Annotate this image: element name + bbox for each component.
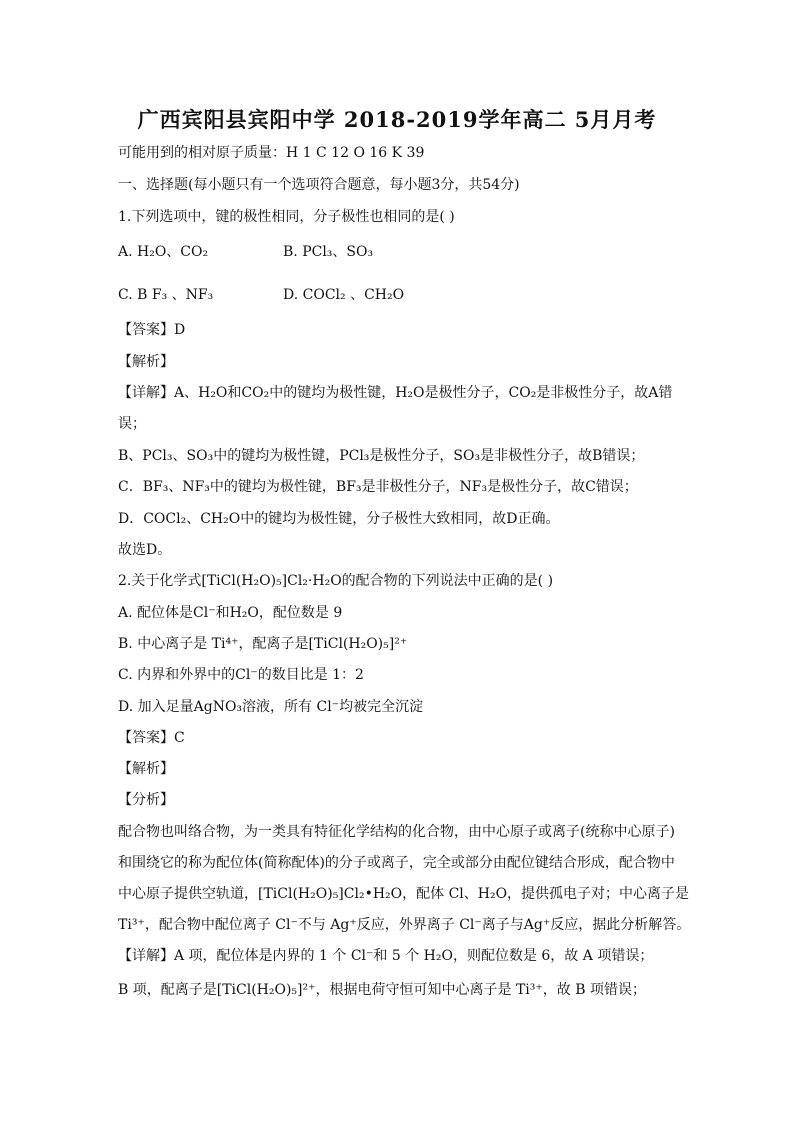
q2-fenxi-label: 【分析】: [118, 792, 174, 808]
q2-option-d: D. 加入足量AgNO₃溶液，所有 Cl⁻均被完全沉淀: [118, 699, 424, 715]
document-title: 广西宾阳县宾阳中学 2018-2019学年高二 5月月考: [137, 107, 657, 132]
section-heading: 一、选择题(每小题只有一个选项符合题意，每小题3分，共54分): [118, 177, 520, 193]
q2-fenxi-line: Ti³⁺，配合物中配位离子 Cl⁻不与 Ag⁺反应，外界离子 Cl⁻离子与Ag⁺反应，据此分析解答。: [118, 917, 691, 933]
q1-detail-line: D．COCl₂、CH₂O中的键均为极性键，分子极性大致相同，故D正确。: [118, 511, 560, 527]
q1-detail-line: C．BF₃、NF₃中的键均为极性键，BF₃是非极性分子，NF₃是极性分子，故C错误；: [118, 479, 638, 495]
q2-detail-line: B 项，配离子是[TiCl(H₂O)₅]²⁺，根据电荷守恒可知中心离子是 Ti³⁺，故 B 项错误；: [118, 982, 646, 998]
q1-option-b: B. PCl₃、SO₃: [283, 244, 374, 260]
q1-option-c: C. B F₃ 、NF₃: [118, 287, 214, 303]
q1-option-d: D. COCl₂ 、CH₂O: [283, 287, 405, 303]
q2-detail-line: 【详解】A 项，配位体是内界的 1 个 Cl⁻和 5 个 H₂O，则配位数是 6，故 A 项错误；: [118, 948, 654, 964]
atomic-masses-line: 可能用到的相对原子质量：H 1 C 12 O 16 K 39: [118, 145, 425, 161]
q2-analysis-label: 【解析】: [118, 761, 174, 777]
q2-fenxi-line: 和围绕它的称为配位体(简称配体)的分子或离子，完全或部分由配位键结合形成，配合物中: [118, 855, 675, 871]
q1-stem: 1.下列选项中，键的极性相同，分子极性也相同的是( ): [118, 209, 455, 225]
q1-detail-line: 误；: [118, 416, 146, 432]
q2-fenxi-line: 配合物也叫络合物，为一类具有特征化学结构的化合物，由中心原子或离子(统称中心原子): [118, 824, 675, 840]
q2-option-b: B. 中心离子是 Ti⁴⁺，配离子是[TiCl(H₂O)₅]²⁺: [118, 636, 408, 652]
q2-option-c: C. 内界和外界中的Cl⁻的数目比是 1：2: [118, 667, 364, 683]
q1-detail-line: B、PCl₃、SO₃中的键均为极性键，PCl₃是极性分子，SO₃是非极性分子，故B错误；: [118, 448, 645, 464]
q2-option-a: A. 配位体是Cl⁻和H₂O，配位数是 9: [118, 605, 343, 621]
q2-fenxi-line: 中心原子提供空轨道，[TiCl(H₂O)₅]Cl₂•H₂O，配体 Cl、H₂O，提供孤电子对；中心离子是: [118, 886, 690, 902]
q1-conclusion: 故选D。: [118, 542, 172, 558]
q2-stem: 2.关于化学式[TiCl(H₂O)₅]Cl₂·H₂O的配合物的下列说法中正确的是( ): [118, 573, 554, 589]
q1-analysis-label: 【解析】: [118, 354, 174, 370]
q1-detail-line: 【详解】A、H₂O和CO₂中的键均为极性键，H₂O是极性分子，CO₂是非极性分子，故A错: [118, 385, 673, 401]
q1-answer: 【答案】D: [118, 322, 186, 338]
q1-option-a: A. H₂O、CO₂: [118, 244, 209, 260]
q2-answer: 【答案】C: [118, 730, 185, 746]
